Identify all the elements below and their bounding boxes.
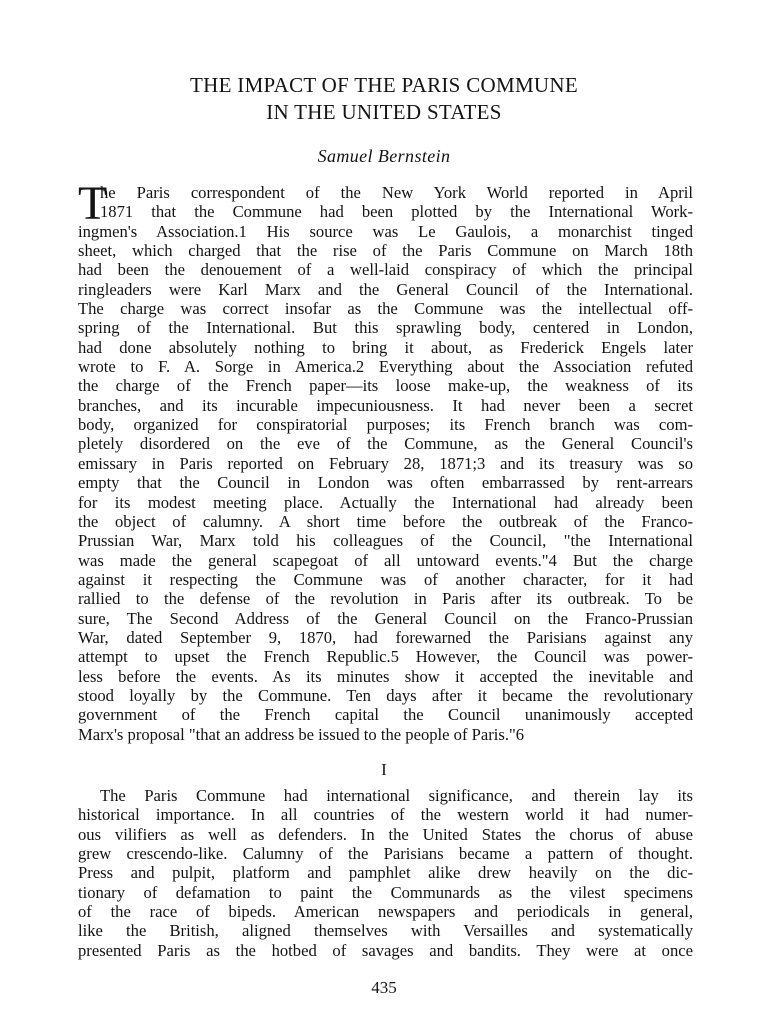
page-number: 435 [371, 978, 397, 997]
drop-cap: T [78, 177, 108, 230]
text-line: had been the denouement of a well-laid conspiracy of which the principal [78, 260, 693, 280]
text-line: rallied to the defense of the revolution in Paris after its outbreak. To be [78, 589, 693, 609]
text-line: Marx's proposal "that an address be issued to the people of Paris."6 [78, 724, 525, 744]
text-line: of the race of bipeds. American newspapers and periodicals in general, [78, 902, 693, 922]
text-line: War, dated September 9, 1870, had forewarned the Parisians against any [78, 627, 693, 647]
text-line: historical importance. In all countries of the western world it had numer- [78, 805, 693, 825]
text-line: emissary in Paris reported on February 28, 1871;3 and its treasury was so [78, 453, 693, 473]
paragraph-section-one [78, 786, 693, 960]
text-line: the charge of the French paper—its loose make-up, the weakness of its [78, 376, 693, 396]
text-line: sheet, which charged that the rise of the Paris Commune on March 18th [78, 241, 693, 261]
text-line: like the British, aligned themselves with Versailles and systematically [78, 921, 693, 941]
text-line: less before the events. As its minutes show it accepted the inevitable and [78, 666, 693, 686]
text-line: pletely disordered on the eve of the Commune, as the General Council's [78, 434, 693, 454]
article-title [0, 72, 768, 126]
text-line: stood loyally by the Commune. Ten days after it became the revolutionary [78, 685, 693, 705]
text-line: spring of the International. But this sprawling body, centered in London, [78, 318, 693, 338]
text-line: ringleaders were Karl Marx and the General Council of the International. [78, 279, 693, 299]
text-line: was made the general scapegoat of all untoward events."4 But the charge [78, 550, 693, 570]
text-line: sure, The Second Address of the General Council on the Franco-Prussian [78, 608, 693, 628]
text-line: wrote to F. A. Sorge in America.2 Everything about the Association refuted [78, 357, 693, 377]
text-line: grew crescendo-like. Calumny of the Parisians became a pattern of thought. [78, 844, 693, 864]
text-line: presented Paris as the hotbed of savages and bandits. They were at once [78, 940, 693, 960]
text-line: he Paris correspondent of the New York World reported in April [100, 183, 693, 202]
text-line: The Paris Commune had international significance, and therein lay its [100, 786, 693, 805]
text-line: attempt to upset the French Republic.5 However, the Council was power- [78, 647, 693, 667]
text-line: body, organized for conspiratorial purposes; its French branch was com- [78, 415, 693, 435]
text-line: Press and pulpit, platform and pamphlet alike drew heavily on the dic- [78, 863, 693, 883]
text-line: ous vilifiers as well as defenders. In the United States the chorus of abuse [78, 824, 693, 844]
title-line-2: IN THE UNITED STATES [266, 100, 502, 124]
text-line: government of the French capital the Council unanimously accepted [78, 705, 693, 725]
text-line: had done absolutely nothing to bring it about, as Frederick Engels later [78, 337, 693, 357]
author-name: Samuel Bernstein [317, 146, 451, 166]
text-line: the object of calumny. A short time before the outbreak of the Franco- [78, 511, 693, 531]
text-line: for its modest meeting place. Actually the International had already been [78, 492, 693, 512]
text-line: The charge was correct insofar as the Commune was the intellectual off- [78, 299, 693, 319]
text-line: against it respecting the Commune was of another character, for it had [78, 569, 693, 589]
section-numeral: I [381, 760, 387, 779]
text-line: tionary of defamation to paint the Communards as the vilest specimens [78, 882, 693, 902]
text-line: branches, and its incurable impecuniousness. It had never been a secret [78, 395, 693, 415]
paragraph-intro [78, 183, 693, 744]
text-line: 1871 that the Commune had been plotted by the International Work- [100, 202, 693, 222]
text-line: Prussian War, Marx told his colleagues of the Council, "the International [78, 531, 693, 551]
text-line: empty that the Council in London was often embarrassed by rent-arrears [78, 473, 693, 493]
title-line-1: THE IMPACT OF THE PARIS COMMUNE [190, 73, 578, 97]
text-line: ingmen's Association.1 His source was Le Gaulois, a monarchist tinged [78, 221, 693, 241]
